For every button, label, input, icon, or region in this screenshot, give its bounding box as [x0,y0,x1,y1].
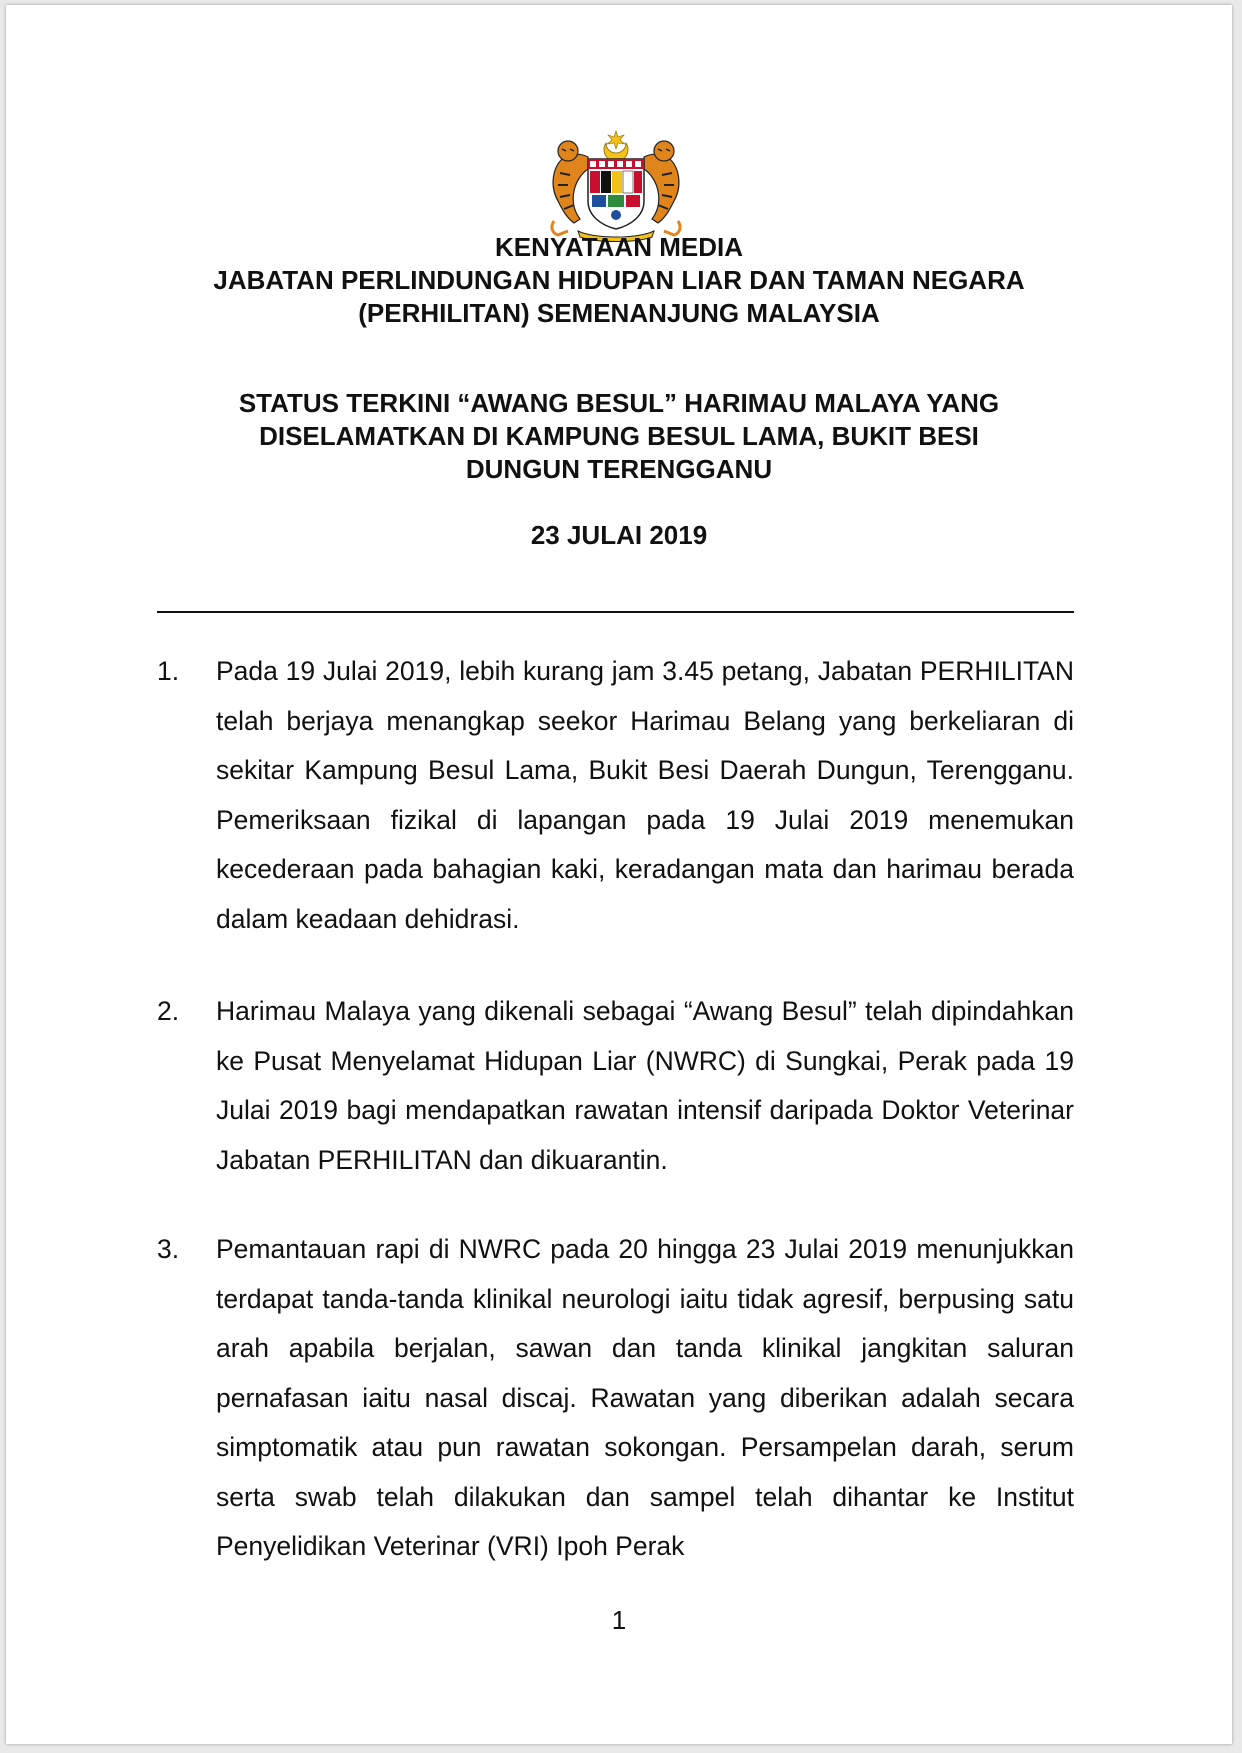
subject-line: DUNGUN TERENGGANU [465,454,773,484]
release-title [6,231,1232,330]
paragraph-3 [157,1225,1074,1572]
divider-line [157,611,1074,613]
title-line: (PERHILITAN) SEMENANJUNG MALAYSIA [358,298,880,328]
paragraph-text: Harimau Malaya yang dikenali sebagai “Awang Besul” telah dipindahkan ke Pusat Menyelamat Hidupan Liar (NWRC) di Sungkai, Perak pada 19 Julai 2019 bagi mendapatkan rawatan intensif daripada Doktor Veterinar Jabatan PERHILITAN dan dikuarantin. [216,996,1074,1175]
document-page [6,5,1232,1744]
coat-of-arms-icon [544,129,688,243]
paragraph-number: 3. [157,1234,180,1264]
paragraph-2 [157,987,1074,1185]
release-date [6,519,1232,552]
subject-line: STATUS TERKINI “AWANG BESUL” HARIMAU MALAYA YANG [238,388,1000,418]
paragraph-text: Pada 19 Julai 2019, lebih kurang jam 3.45 petang, Jabatan PERHILITAN telah berjaya menangkap seekor Harimau Belang yang berkeliaran di sekitar Kampung Besul Lama, Bukit Besi Daerah Dungun, Terengganu. Pemeriksaan fizikal di lapangan pada 19 Julai 2019 menemukan kecederaan pada bahagian kaki, keradangan mata dan harimau berada dalam keadaan dehidrasi. [216,656,1074,934]
paragraph-number: 1. [157,656,180,686]
date-text: 23 JULAI 2019 [530,520,708,550]
release-subject [6,387,1232,486]
title-line: JABATAN PERLINDUNGAN HIDUPAN LIAR DAN TAMAN NEGARA [213,265,1025,295]
subject-line: DISELAMATKAN DI KAMPUNG BESUL LAMA, BUKIT BESI [259,421,979,451]
paragraph-1 [157,647,1074,944]
paragraph-number: 2. [157,996,180,1026]
page-number: 1 [611,1605,627,1635]
paragraph-text: Pemantauan rapi di NWRC pada 20 hingga 23 Julai 2019 menunjukkan terdapat tanda-tanda klinikal neurologi iaitu tidak agresif, berpusing satu arah apabila berjalan, sawan dan tanda klinikal jangkitan saluran pernafasan iaitu nasal discaj. Rawatan yang diberikan adalah secara simptomatik atau pun rawatan sokongan. Persampelan darah, serum serta swab telah dilakukan dan sampel telah dihantar ke Institut Penyelidikan Veterinar (VRI) Ipoh Perak [216,1234,1074,1561]
title-line: KENYATAAN MEDIA [495,232,743,262]
